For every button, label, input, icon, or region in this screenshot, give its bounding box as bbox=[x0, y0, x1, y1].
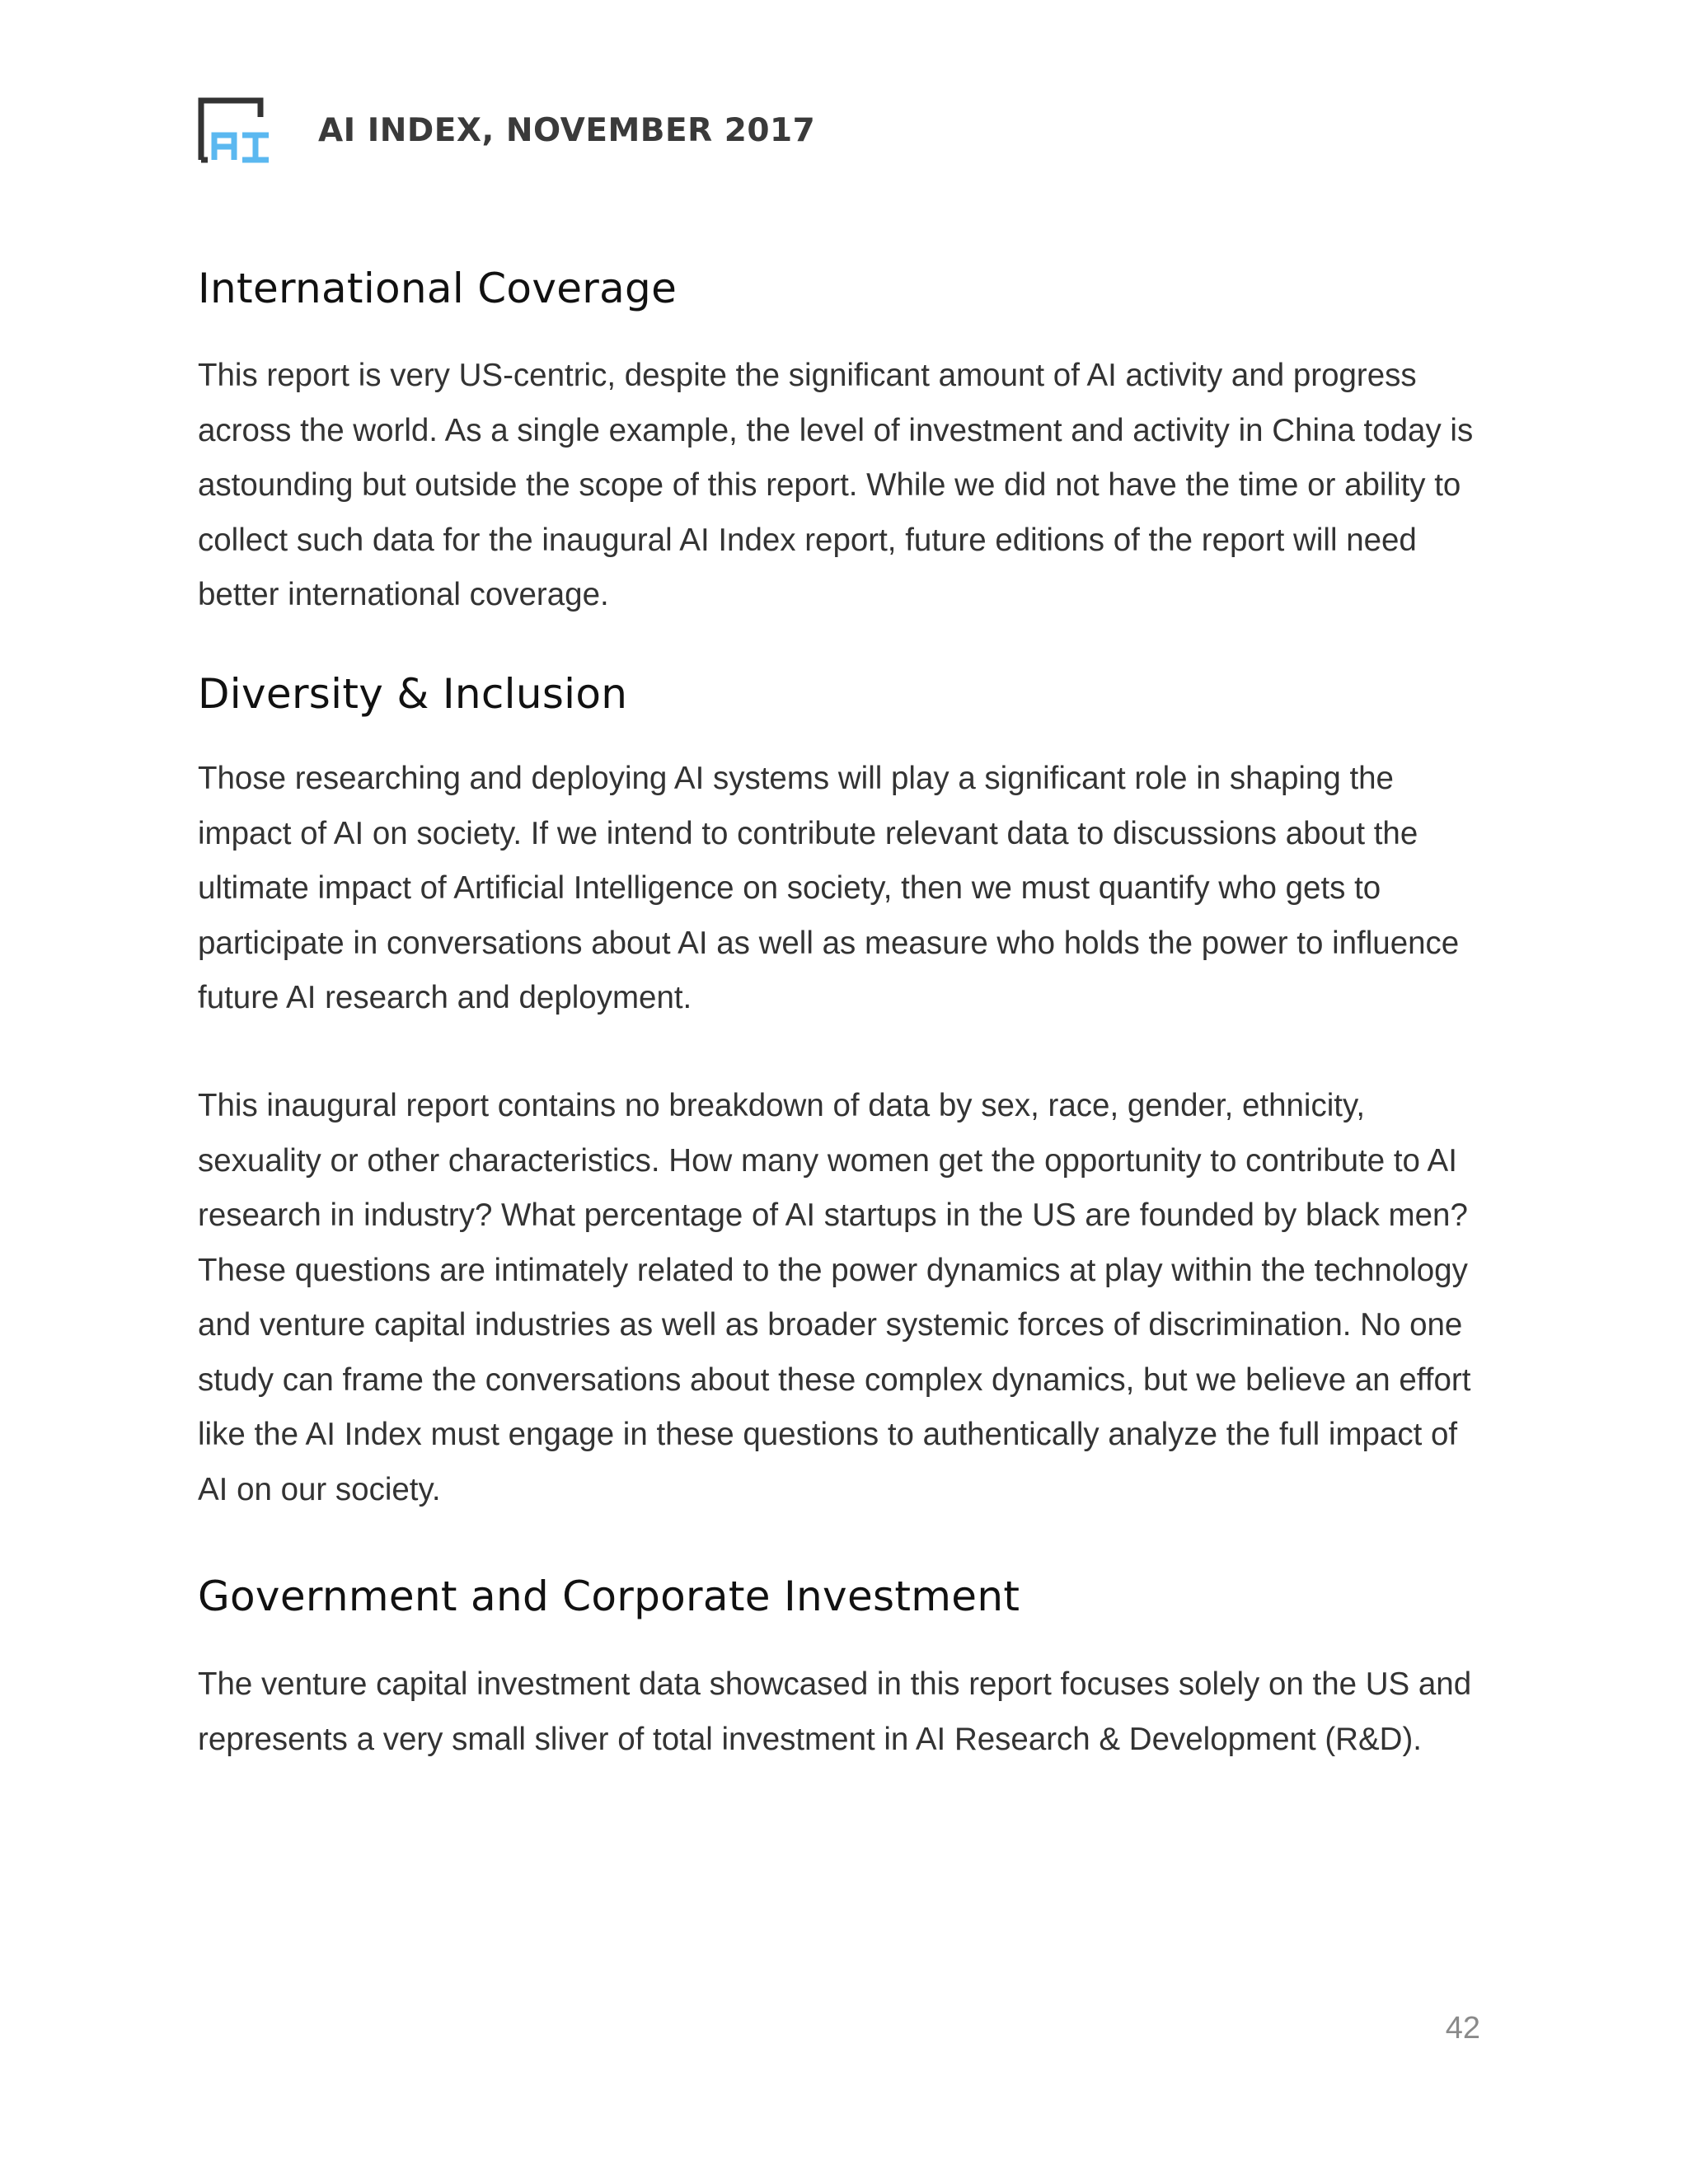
section-heading-government-corporate-investment: Government and Corporate Investment bbox=[198, 1572, 1020, 1620]
ai-index-logo-icon bbox=[198, 97, 272, 163]
paragraph-diversity-inclusion-2: This inaugural report contains no breakdown of data by sex, race, gender, ethnicity, sexuality or other characteristics. How many women get the opportunity to contribute to AI research in industry? What percentage of AI startups in the US are founded by black men? These questions are intimately related to the power dynamics at play within the technology and venture capital industries as well as broader systemic forces of discrimination. No one study can frame the conversations about these complex dynamics, but we believe an effort like the AI Index must engage in these questions to authentically analyze the full impact of AI on our society. bbox=[198, 1088, 1471, 1507]
section-heading-international-coverage: International Coverage bbox=[198, 265, 678, 312]
report-title: AI INDEX, NOVEMBER 2017 bbox=[318, 111, 816, 149]
paragraph-government-corporate-investment: The venture capital investment data showcased in this report focuses solely on the US and represents a very small sliver of total investment in AI Research & Development (R&D). bbox=[198, 1666, 1472, 1757]
page-number: 42 bbox=[1445, 2011, 1480, 2046]
paragraph-diversity-inclusion-1: Those researching and deploying AI systems will play a significant role in shaping the impact of AI on society. If we intend to contribute relevant data to discussions about the ultimate impact of Artificial Intelligence on society, then we must quantify who gets to participate in conversations about AI as well as measure who holds the power to influence future AI research and deployment. bbox=[198, 761, 1460, 1015]
section-heading-diversity-inclusion: Diversity & Inclusion bbox=[198, 670, 628, 718]
paragraph-international-coverage: This report is very US-centric, despite the significant amount of AI activity and progress across the world. As a single example, the level of investment and activity in China today is astounding but outside the scope of this report. While we did not have the time or ability to collect such data for the inaugural AI Index report, future editions of the report will need better international coverage. bbox=[198, 358, 1474, 612]
page-header bbox=[198, 97, 815, 163]
